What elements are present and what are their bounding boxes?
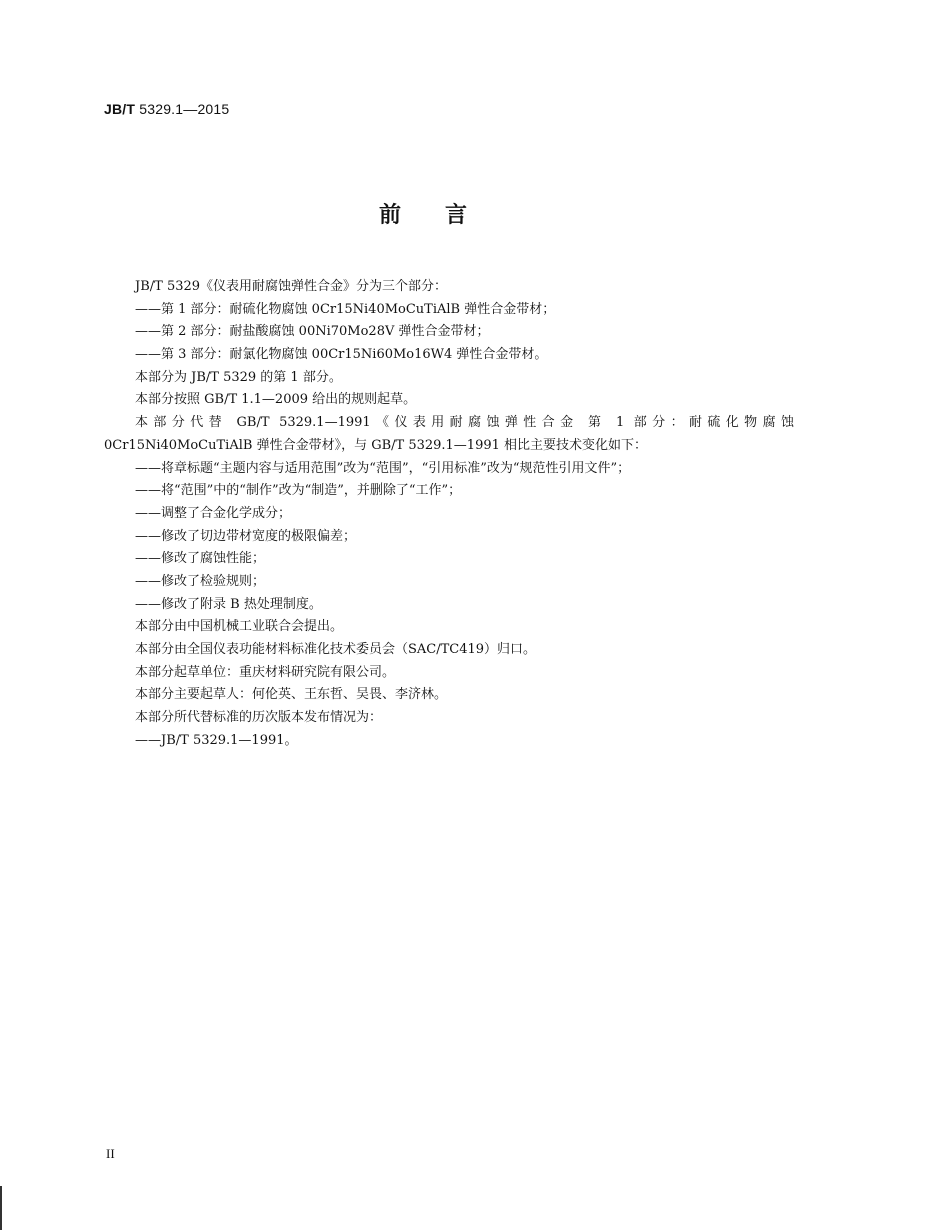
paragraph-line: 本部分由全国仪表功能材料标准化技术委员会（SAC/TC419）归口。 [135,642,537,657]
document-number-suffix: 5329.1—2015 [135,101,230,117]
list-item: ——修改了切边带材宽度的极限偏差； [135,528,357,544]
page-title: 前言 [378,203,511,228]
document-number [104,101,229,117]
list-item: ——修改了附录 B 热处理制度。 [135,596,322,612]
paragraph-line: 0Cr15Ni40MoCuTiAlB 弹性合金带材》，与 GB/T 5329.1—1991 相比主要技术变化如下： [104,437,648,453]
list-item: ——将章标题“主题内容与适用范围”改为“范围”，“引用标准”改为“规范性引用文件”； [135,460,631,476]
paragraph-line: JB/T 5329《仪表用耐腐蚀弹性合金》分为三个部分： [135,279,448,294]
page-edge-divider [0,1186,2,1230]
foreword-body [104,276,794,752]
paragraph-line: 本部分起草单位：重庆材料研究院有限公司。 [135,664,396,680]
list-item: ——第 1 部分：耐硫化物腐蚀 0Cr15Ni40MoCuTiAlB 弹性合金带材； [135,301,556,317]
page-number: II [106,1146,115,1161]
list-item: ——将“范围”中的“制作”改为“制造”，并删除了“工作”； [135,483,462,499]
list-item: ——JB/T 5329.1—1991。 [135,732,298,748]
document-number-prefix: JB/T [104,101,136,117]
list-item: ——调整了合金化学成分； [135,505,292,521]
paragraph-line: 本部分按照 GB/T 1.1—2009 给出的规则起草。 [135,392,417,408]
paragraph-line: 本部分为 JB/T 5329 的第 1 部分。 [135,369,342,385]
paragraph-line: 本部分代替 GB/T 5329.1—1991《仪表用耐腐蚀弹性合金 第 1 部分：耐硫化物腐蚀 [135,415,794,431]
list-item: ——第 3 部分：耐氯化物腐蚀 00Cr15Ni60Mo16W4 弹性合金带材。 [135,347,548,363]
paragraph-line: 本部分主要起草人：何伦英、王东哲、吴畏、李济林。 [135,687,448,703]
list-item: ——修改了腐蚀性能； [135,551,266,567]
paragraph-line: 本部分由中国机械工业联合会提出。 [135,619,344,635]
paragraph-line: 本部分所代替标准的历次版本发布情况为： [135,710,383,726]
list-item: ——修改了检验规则； [135,573,266,589]
list-item: ——第 2 部分：耐盐酸腐蚀 00Ni70Mo28V 弹性合金带材； [135,324,490,340]
